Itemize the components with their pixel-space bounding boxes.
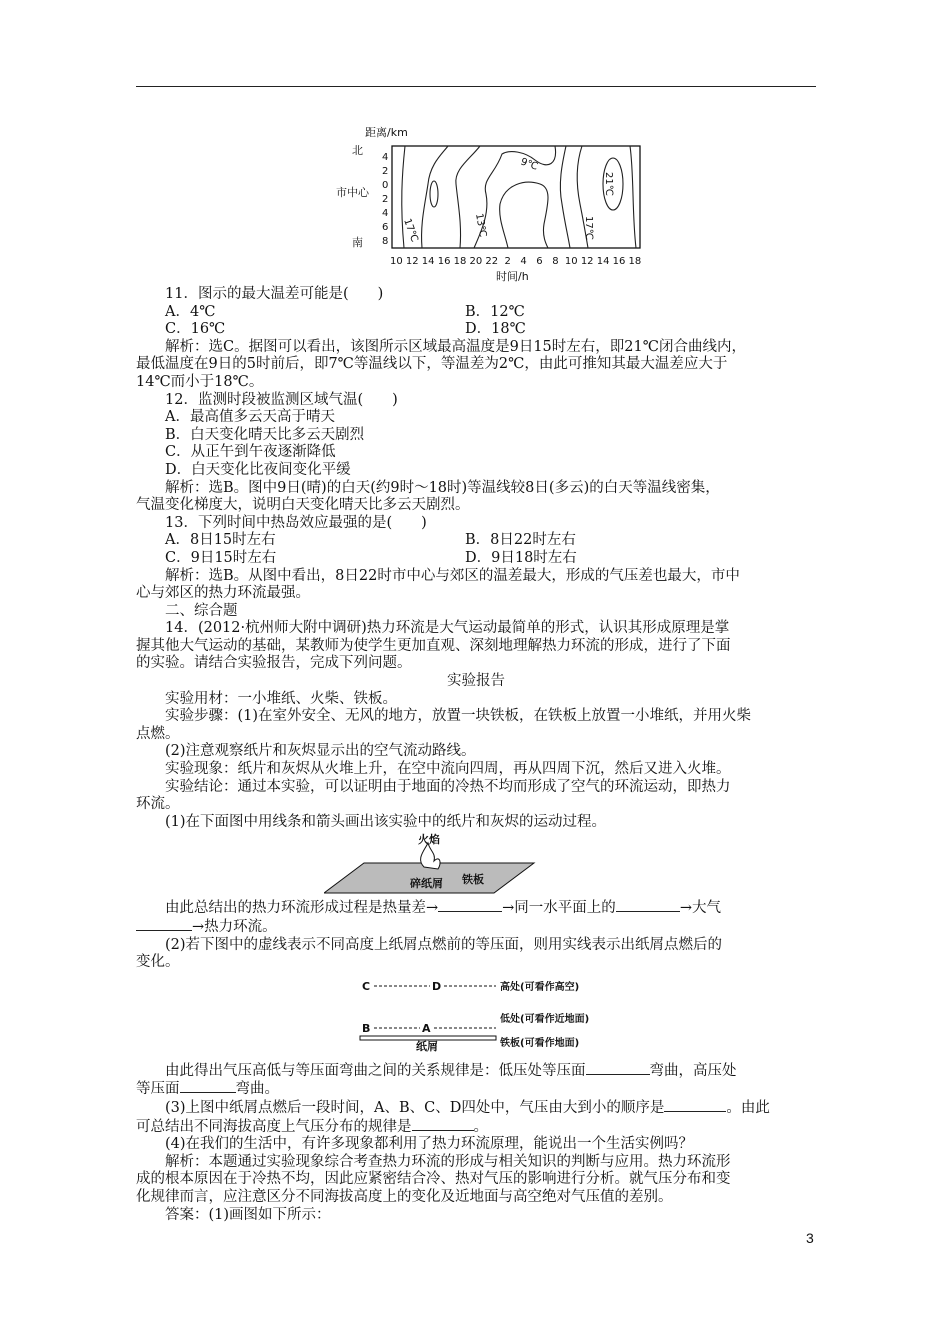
report-steps: 点燃。: [136, 725, 180, 742]
q11-analysis: 最低温度在9日的5时前后，即7℃等温线以下，等温差为2℃，由此可推知其最大温差应大于: [136, 356, 728, 373]
fill-text: 由此总结出的热力环流形成过程是热量差→: [165, 900, 439, 917]
q14-intro: 握其他大气运动的基础，某教师为使学生更加直观、深刻地理解热力环流的形成，进行了下面: [136, 637, 731, 654]
contour-label: 13℃: [473, 212, 489, 239]
fill-text: 可总结出不同海拔高度上气压分布的规律是: [136, 1118, 412, 1135]
q12-option-b: B．白天变化晴天比多云天剧烈: [165, 426, 365, 443]
answer-blank[interactable]: [586, 1062, 650, 1075]
answer-blank[interactable]: [616, 899, 680, 912]
report-conclusion: 环流。: [136, 796, 180, 813]
report-steps: 实验步骤：(1)在室外安全、无风的地方，放置一块铁板，在铁板上放置一小堆纸，并用火柴: [165, 708, 752, 725]
fill-text: 弯曲，高压处: [649, 1062, 737, 1079]
q14-part2-fill: [136, 1062, 816, 1081]
point-b-label: B: [362, 1021, 371, 1035]
q14-part1-fill: [136, 899, 816, 918]
x-ticks: 10 12 14 16 18 20 22 2 4 6 8 10 12 14 16 18: [390, 256, 642, 267]
q13-analysis: 心与郊区的热力环流最强。: [136, 585, 310, 602]
y-tick: 2: [382, 194, 389, 205]
q14-part4: (4)在我们的生活中，有许多现象都利用了热力环流原理，能说出一个生活实例吗？: [165, 1136, 694, 1153]
q12-analysis: 解析：选B。图中9日(晴)的白天(约9时～18时)等温线较8日(多云)的白天等温线密集，: [165, 479, 720, 496]
answer-blank[interactable]: [438, 899, 502, 912]
isotherm-figure: [330, 124, 670, 284]
report-materials: 实验用材：一小堆纸、火柴、铁板。: [165, 690, 397, 707]
q14-part2-fill: [136, 1080, 816, 1099]
paper-label: 碎纸屑: [410, 877, 443, 891]
q11-option-d: D．18℃: [465, 321, 526, 338]
paper-label: 纸屑: [416, 1039, 438, 1053]
iron-plate-figure: [324, 833, 564, 897]
q12-stem: 12．监测时段被监测区域气温( ): [165, 391, 398, 408]
q13-analysis: 解析：选B。从图中看出，8日22时市中心与郊区的温差最大，形成的气压差也最大，市中: [165, 567, 740, 584]
q14-part3: [136, 1118, 816, 1137]
q14-part1-fill: [136, 918, 816, 937]
q13-option-c: C．9日15时左右: [165, 549, 277, 566]
answer-blank[interactable]: [180, 1080, 236, 1093]
section-heading: 二、综合题: [165, 602, 238, 619]
flame-label: 火焰: [418, 833, 440, 847]
iron-ground-label: 铁板(可看作地面): [500, 1037, 580, 1049]
report-conclusion: 实验结论：通过本实验，可以证明由于地面的冷热不均而形成了空气的环流运动，即热力: [165, 778, 731, 795]
fill-text: 等压面: [136, 1081, 180, 1098]
q11-analysis: 解析：选C。据图可以看出，该图所示区域最高温度是9日15时左右，即21℃闭合曲线内，: [165, 338, 746, 355]
q13-stem: 13．下列时间中热岛效应最强的是( ): [165, 514, 427, 531]
contour-label: 9℃: [518, 156, 540, 173]
y-tick: 4: [382, 208, 389, 219]
q11-option-a: A．4℃: [165, 303, 216, 320]
high-label: 高处(可看作高空): [500, 981, 580, 993]
point-a-label: A: [422, 1021, 431, 1035]
q14-intro: 的实验。请结合实验报告，完成下列问题。: [136, 655, 412, 672]
report-steps: (2)注意观察纸片和灰烬显示出的空气流动路线。: [165, 743, 476, 760]
report-title: 实验报告: [447, 673, 505, 690]
report-phenomenon: 实验现象：纸片和灰烬从火堆上升，在空中流向四周，再从四周下沉，然后又进入火堆。: [165, 761, 731, 778]
y-tick: 8: [382, 236, 389, 247]
fill-text: →热力环流。: [192, 919, 277, 935]
y-tick: 2: [382, 166, 389, 177]
south-label: 南: [352, 236, 363, 249]
answer-blank[interactable]: [412, 1118, 474, 1131]
isotherm-chart: [330, 124, 670, 284]
answer-blank[interactable]: [136, 918, 192, 931]
q14-answer: 答案：(1)画图如下所示：: [165, 1206, 331, 1223]
q14-part2: (2)若下图中的虚线表示不同高度上纸屑点燃前的等压面，则用实线表示出纸屑点燃后的: [165, 936, 723, 953]
contour-label: 17℃: [583, 216, 594, 240]
q13-option-b: B．8日22时左右: [465, 532, 576, 549]
q12-option-d: D．白天变化比夜间变化平缓: [165, 461, 351, 478]
q14-analysis: 化规律而言，应注意区分不同海拔高度上的变化及近地面与高空绝对气压值的差别。: [136, 1188, 673, 1205]
y-axis-label: 距离/km: [365, 126, 408, 139]
contour-label: 17℃: [401, 217, 420, 244]
contour-label: 21℃: [603, 172, 614, 196]
y-tick: 0: [382, 180, 389, 191]
q13-option-d: D．9日18时左右: [465, 549, 577, 566]
page-number: 3: [806, 1230, 814, 1246]
q14-analysis: 成的根本原因在于冷热不均，因此应紧密结合冷、热对气压的影响进行分析。就气压分布和变: [136, 1171, 731, 1188]
q11-stem: 11．图示的最大温差可能是( ): [165, 286, 384, 302]
fill-text: 。: [473, 1118, 488, 1135]
q11-option-b: B．12℃: [465, 303, 525, 320]
q14-part2: 变化。: [136, 954, 180, 971]
fill-text: 弯曲。: [235, 1081, 279, 1098]
header-rule: [136, 86, 816, 87]
fill-text: 由此得出气压高低与等压面弯曲之间的关系规律是：低压处等压面: [165, 1062, 586, 1079]
q14-analysis: 解析：本题通过实验现象综合考查热力环流的形成与相关知识的判断与应用。热力环流形: [165, 1153, 731, 1170]
fill-text: →同一水平面上的: [502, 900, 616, 917]
fill-text: 。由此: [726, 1099, 770, 1116]
low-label: 低处(可看作近地面): [500, 1013, 590, 1025]
q11-option-c: C．16℃: [165, 321, 226, 338]
q14-part3: [136, 1099, 816, 1118]
point-c-label: C: [362, 979, 371, 993]
q13-option-a: A．8日15时左右: [165, 532, 276, 549]
q11-analysis: 14℃而小于18℃。: [136, 373, 264, 390]
y-tick: 4: [382, 152, 389, 163]
q12-analysis: 气温变化梯度大，说明白天变化晴天比多云天剧烈。: [136, 497, 470, 514]
y-tick: 6: [382, 222, 389, 233]
point-d-label: D: [432, 979, 442, 993]
q12-option-a: A．最高值多云天高于晴天: [165, 409, 335, 426]
q12-option-c: C．从正午到午夜逐渐降低: [165, 444, 336, 461]
north-label: 北: [352, 144, 363, 157]
fill-text: (3)上图中纸屑点燃后一段时间，A、B、C、D四处中，气压由大到小的顺序是: [165, 1099, 665, 1116]
q14-intro: 14．(2012·杭州师大附中调研)热力环流是大气运动最简单的形式，认识其形成原理是掌: [165, 620, 730, 637]
q14-part1: (1)在下面图中用线条和箭头画出该实验中的纸片和灰烬的运动过程。: [165, 813, 607, 830]
answer-blank[interactable]: [664, 1099, 726, 1112]
iron-label: 铁板: [462, 873, 484, 887]
document-body: [136, 286, 816, 1224]
center-label: 市中心: [336, 186, 369, 199]
isobar-figure: [350, 976, 620, 1058]
fill-text: →大气: [679, 900, 721, 917]
x-axis-label: 时间/h: [496, 270, 529, 283]
